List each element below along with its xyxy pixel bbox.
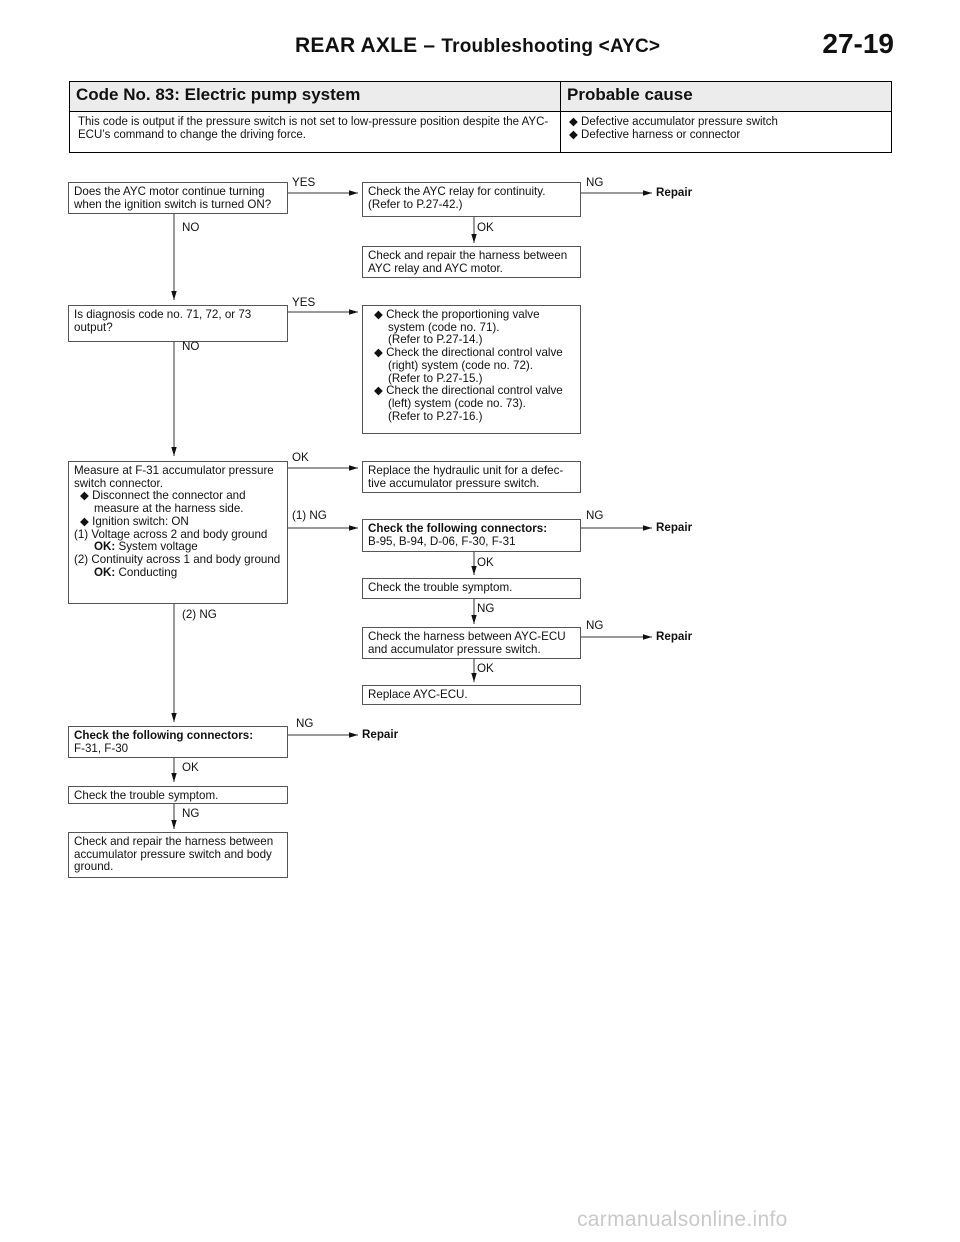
cause-item: ◆ Defective accumulator pressure switch bbox=[569, 116, 778, 128]
repair-outcome: Repair bbox=[656, 186, 693, 199]
section-name: REAR AXLE bbox=[295, 34, 418, 57]
valve-ref: (Refer to P.27-16.) bbox=[388, 409, 483, 423]
check-valve-systems bbox=[362, 305, 581, 434]
measure-step-1: (1) Voltage across 2 and body ground bbox=[74, 527, 268, 541]
valve-item: ◆ Check the proportioning valve system (code no. 71). bbox=[374, 308, 540, 334]
connectors-title: Check the following connectors: bbox=[74, 729, 254, 742]
replace-hydraulic-unit: Replace the hydraulic unit for a defec- tive accumulator pressure switch. bbox=[362, 461, 581, 493]
check-connectors-f31-f30 bbox=[68, 726, 288, 758]
connectors-list: F-31, F-30 bbox=[74, 741, 129, 755]
cause-item: ◆ Defective harness or connector bbox=[569, 129, 741, 141]
repair-outcome: Repair bbox=[656, 630, 693, 643]
check-ayc-relay: Check the AYC relay for continuity. (Refer to P.27-42.) bbox=[362, 182, 581, 217]
code-description: This code is output if the pressure switch is not set to low-pressure position despite the AYC-ECU’s command to change the driving force. bbox=[70, 112, 561, 153]
q-motor-turning: Does the AYC motor continue turning when the ignition switch is turned ON? bbox=[68, 182, 288, 214]
measure-title: Measure at F-31 accumulator pressure switch connector. bbox=[74, 464, 274, 490]
check-harness-ecu-switch: Check the harness between AYC-ECU and accumulator pressure switch. bbox=[362, 627, 581, 659]
measure-step-1-ok: OK: System voltage bbox=[94, 540, 198, 554]
check-trouble-symptom-2: Check the trouble symptom. bbox=[68, 786, 288, 804]
measure-step-2-ok: OK: Conducting bbox=[94, 565, 178, 579]
measure-bullet: ◆ Ignition switch: ON bbox=[80, 514, 189, 528]
title-dash: – bbox=[423, 34, 436, 57]
label-ng: NG bbox=[182, 807, 200, 820]
label-ng: NG bbox=[586, 176, 604, 189]
check-trouble-symptom-1: Check the trouble symptom. bbox=[362, 578, 581, 599]
label-ng: NG bbox=[477, 602, 495, 615]
label-ng: NG bbox=[296, 717, 314, 730]
valve-item: ◆ Check the directional control valve (right) system (code no. 72). bbox=[374, 346, 563, 372]
watermark: carmanualsonline.info bbox=[577, 1208, 788, 1231]
label-ok: OK bbox=[292, 451, 309, 464]
repair-harness-ground: Check and repair the harness between accumulator pressure switch and body ground. bbox=[68, 832, 288, 878]
label-ng: NG bbox=[586, 509, 604, 522]
label-2-ng: (2) NG bbox=[182, 608, 217, 621]
label-1-ng: (1) NG bbox=[292, 509, 327, 522]
label-yes: YES bbox=[292, 176, 316, 189]
label-no: NO bbox=[182, 221, 200, 234]
code-header: Code No. 83: Electric pump system bbox=[70, 82, 561, 112]
check-connectors-b95 bbox=[362, 519, 581, 552]
label-ng: NG bbox=[586, 619, 604, 632]
page-number: 27-19 bbox=[822, 28, 894, 59]
measure-accumulator-switch bbox=[68, 461, 288, 604]
label-ok: OK bbox=[477, 662, 494, 675]
label-ok: OK bbox=[477, 221, 494, 234]
valve-ref: (Refer to P.27-14.) bbox=[388, 333, 483, 347]
label-ok: OK bbox=[182, 761, 199, 774]
repair-outcome: Repair bbox=[362, 728, 399, 741]
section-subtitle: Troubleshooting <AYC> bbox=[441, 36, 661, 57]
label-ok: OK bbox=[477, 556, 494, 569]
label-no: NO bbox=[182, 340, 200, 353]
replace-ayc-ecu: Replace AYC-ECU. bbox=[362, 685, 581, 705]
q-diagnosis-codes: Is diagnosis code no. 71, 72, or 73 output? bbox=[68, 305, 288, 342]
label-yes: YES bbox=[292, 296, 316, 309]
repair-outcome: Repair bbox=[656, 521, 693, 534]
probable-cause-header: Probable cause bbox=[561, 82, 892, 112]
connectors-title: Check the following connectors: bbox=[368, 522, 548, 535]
connectors-list: B-95, B-94, D-06, F-30, F-31 bbox=[368, 534, 516, 548]
valve-ref: (Refer to P.27-15.) bbox=[388, 371, 483, 385]
measure-bullet: ◆ Disconnect the connector and measure at the harness side. bbox=[80, 489, 246, 516]
valve-item: ◆ Check the directional control valve (left) system (code no. 73). bbox=[374, 384, 563, 410]
repair-harness-relay-motor: Check and repair the harness between AYC relay and AYC motor. bbox=[362, 246, 581, 278]
measure-step-2: (2) Continuity across 1 and body ground bbox=[74, 552, 281, 566]
